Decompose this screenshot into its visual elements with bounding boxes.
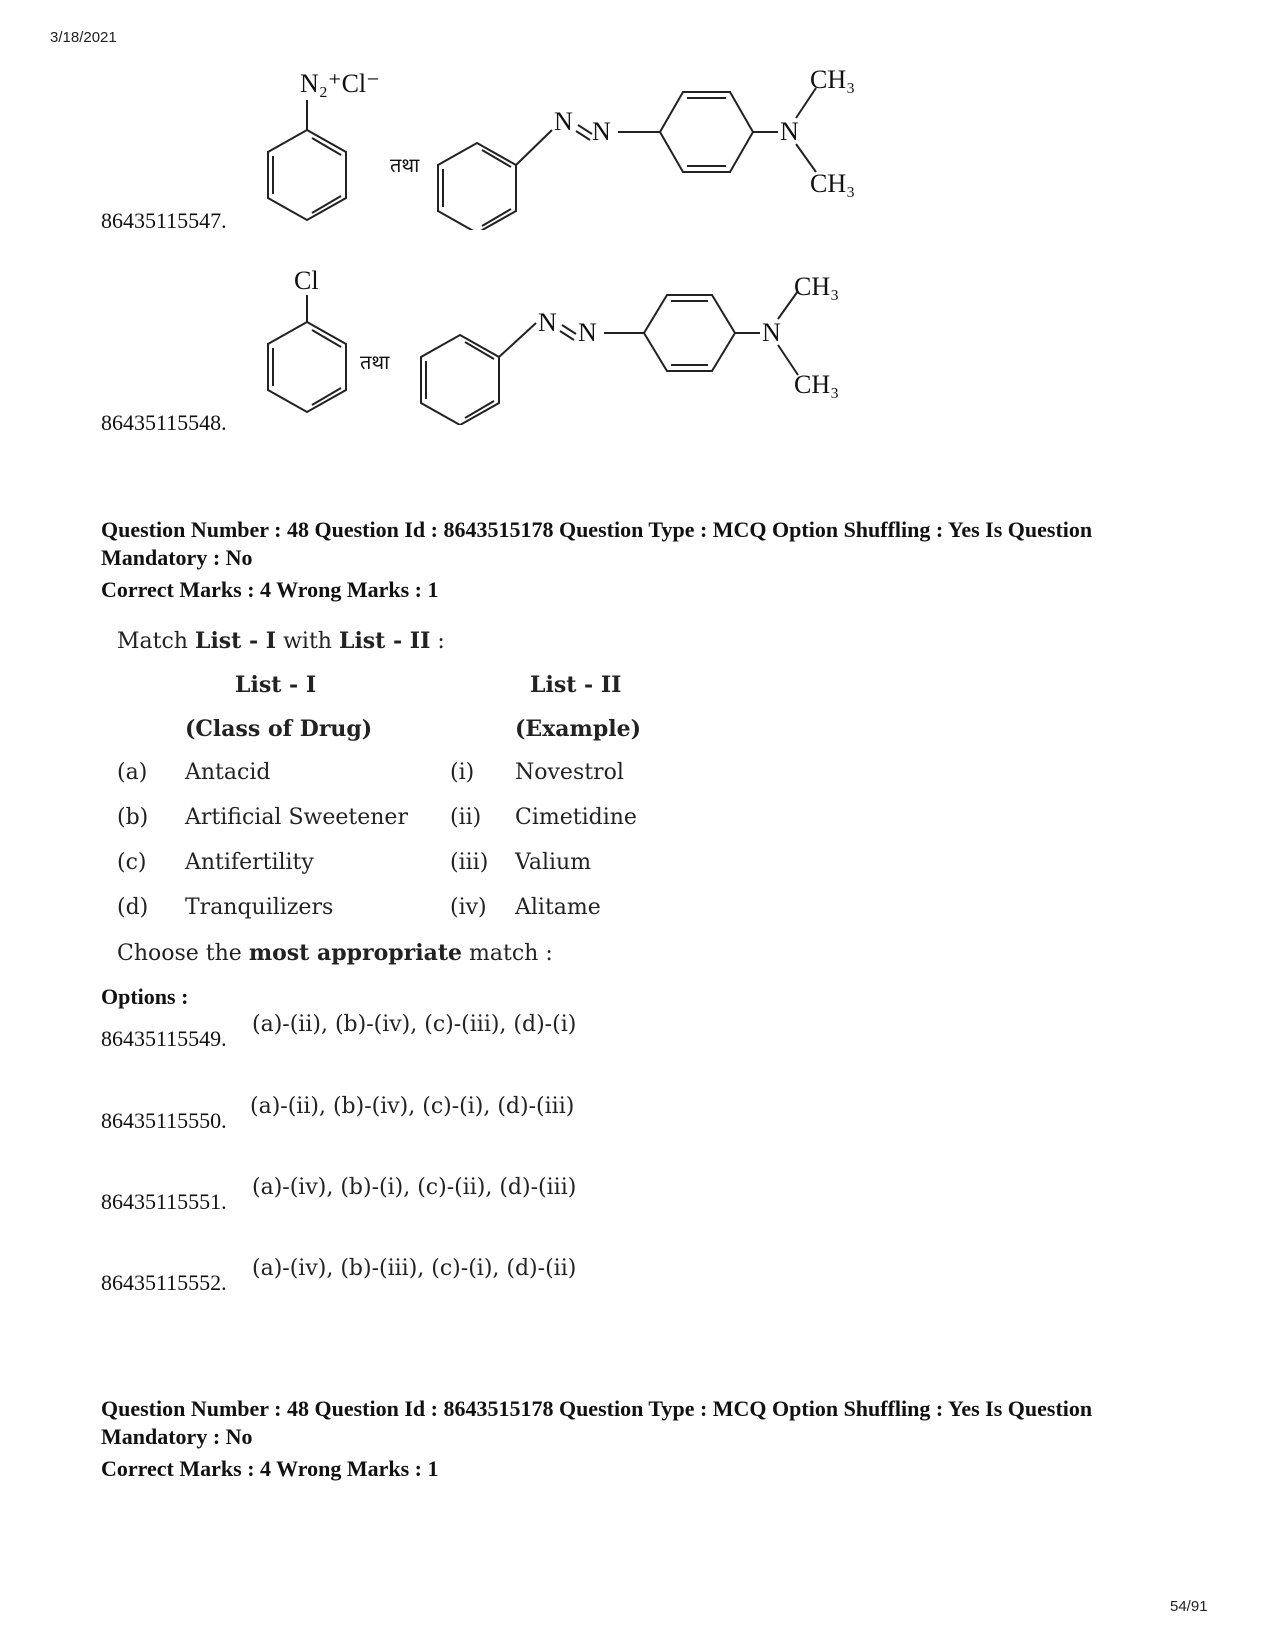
- list1-subheader: (Class of Drug): [185, 716, 373, 742]
- question-meta: Question Number : 48 Question Id : 8643515178 Question Type : MCQ Option Shuffling : Yes Is Question Mandatory : No: [101, 517, 1093, 570]
- row-letter: (c): [117, 850, 147, 875]
- methyl-group: CH₃: [794, 370, 840, 399]
- row-letter: (b): [117, 805, 149, 830]
- row-numeral: (iii): [450, 850, 489, 875]
- methyl-group: CH₃: [794, 272, 840, 301]
- methyl-group: CH₃: [810, 65, 856, 94]
- conjunction-text: तथा: [360, 350, 390, 374]
- benzene-ring: [268, 322, 346, 412]
- option-text: (a)-(iv), (b)-(iii), (c)-(i), (d)-(ii): [252, 1256, 577, 1281]
- option-id: 86435115548.: [101, 410, 227, 435]
- option-text: (a)-(ii), (b)-(iv), (c)-(i), (d)-(iii): [250, 1094, 575, 1119]
- amine-nitrogen: N: [780, 117, 799, 146]
- structure-diazonium-and-azo-dye: [240, 60, 920, 230]
- benzene-ring: [421, 335, 499, 425]
- drug-class: Artificial Sweetener: [185, 805, 408, 830]
- azo-nitrogen: N: [554, 107, 573, 136]
- question-meta: Question Number : 48 Question Id : 8643515178 Question Type : MCQ Option Shuffling : Yes Is Question Mandatory : No: [101, 1396, 1093, 1449]
- row-letter: (d): [117, 895, 149, 920]
- drug-example: Alitame: [515, 895, 601, 920]
- amine-nitrogen: N: [762, 318, 781, 347]
- row-letter: (a): [117, 760, 148, 785]
- option-text: (a)-(ii), (b)-(iv), (c)-(iii), (d)-(i): [252, 1012, 577, 1037]
- benzene-ring: [438, 143, 516, 230]
- chloro-label: Cl: [294, 266, 319, 295]
- option-id: 86435115550.: [101, 1108, 227, 1133]
- methyl-group: CH₃: [810, 169, 856, 198]
- options-label: Options :: [101, 984, 189, 1009]
- drug-class: Antifertility: [185, 850, 314, 875]
- drug-example: Novestrol: [515, 760, 624, 785]
- option-id: 86435115549.: [101, 1026, 227, 1051]
- azo-nitrogen: N: [578, 318, 597, 347]
- option-id: 86435115551.: [101, 1189, 227, 1214]
- drug-class: Tranquilizers: [185, 895, 334, 920]
- conjunction-text: तथा: [390, 153, 420, 177]
- option-id: 86435115552.: [101, 1270, 227, 1295]
- list1-header: List - I: [235, 672, 317, 698]
- list2-header: List - II: [530, 672, 622, 698]
- print-date: 3/18/2021: [50, 29, 117, 46]
- choose-instruction: Choose the most appropriate match :: [117, 940, 553, 966]
- row-numeral: (i): [450, 760, 475, 785]
- drug-class: Antacid: [185, 760, 271, 785]
- question-marks: Correct Marks : 4 Wrong Marks : 1: [101, 577, 439, 602]
- structure-chlorobenzene-and-azo-dye: [240, 265, 920, 425]
- question-intro: Match List - I with List - II :: [117, 628, 445, 654]
- benzene-ring: [268, 130, 346, 220]
- option-text: (a)-(iv), (b)-(i), (c)-(ii), (d)-(iii): [252, 1175, 577, 1200]
- drug-example: Valium: [515, 850, 592, 875]
- question-marks: Correct Marks : 4 Wrong Marks : 1: [101, 1456, 439, 1481]
- benzene-ring: [660, 92, 753, 172]
- benzene-ring: [644, 295, 735, 371]
- page-number: 54/91: [1170, 1598, 1208, 1615]
- azo-nitrogen: N: [538, 308, 557, 337]
- list2-subheader: (Example): [515, 716, 641, 742]
- diazonium-label: N₂⁺Cl⁻: [300, 69, 380, 98]
- azo-nitrogen: N: [592, 117, 611, 146]
- drug-example: Cimetidine: [515, 805, 637, 830]
- row-numeral: (iv): [450, 895, 487, 920]
- option-id: 86435115547.: [101, 208, 227, 233]
- row-numeral: (ii): [450, 805, 482, 830]
